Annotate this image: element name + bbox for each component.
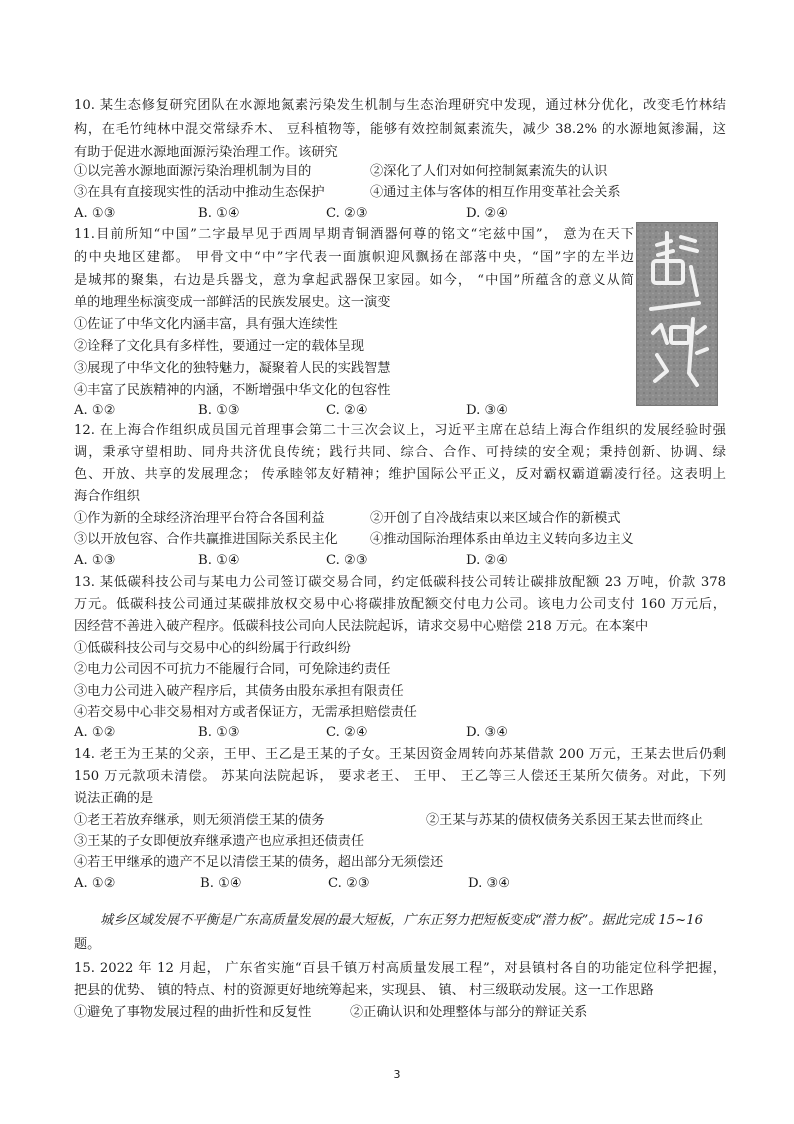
q15-stem-line2: 把县的优势、 镇的特点、村的资源更好地统筹起来，实现县、 镇、 村三级联动发展。这一工作思路 (74, 983, 654, 998)
q13-option-c: C. ②④ (326, 725, 368, 740)
q13-statement-4: ④若交易中心非交易相对方或者保证方，无需承担赔偿责任 (74, 705, 417, 720)
q12-options (74, 551, 594, 571)
q11-statement-2: ②诠释了文化具有多样性，要通过一定的载体呈现 (74, 339, 365, 354)
q14-statements-row1 (74, 811, 703, 831)
q11-option-d: D. ③④ (466, 403, 509, 418)
q13-stem-line1: 13. 某低碳科技公司与某电力公司签订碳交易合同，约定低碳科技公司转让碳排放配额 23 万吨，价款 378 (74, 575, 726, 590)
q14-options (74, 874, 594, 894)
q10-statement-2: ②深化了人们对如何控制氮素流失的认识 (370, 164, 608, 179)
q10-option-c: C. ②③ (326, 206, 368, 221)
page-number: 3 (393, 1068, 401, 1081)
q14-option-c: C. ②③ (328, 876, 370, 891)
q11-option-c: C. ②④ (326, 403, 368, 418)
q13-option-d: D. ③④ (466, 725, 509, 740)
q12-statement-3: ③以开放包容、合作共赢推进国际关系民主化 (74, 532, 338, 547)
q11-stem-line3: 是城邦的聚集，右边是兵器戈，意为拿起武器保卫家园。如今， “中国”所蕴含的意义从简 (74, 273, 634, 288)
q12-statements-row2 (74, 530, 634, 550)
q15-stem-line1: 15. 2022 年 12 月起， 广东省实施“百县千镇万村高质量发展工程”，对县镇村各自的功能定位科学把握， (74, 961, 726, 976)
q10-stem-line3: 有助于促进水源地面源污染治理工作。该研究 (74, 145, 338, 160)
q14-stem-line3: 说法正确的是 (74, 791, 154, 806)
q11-option-a: A. ①② (74, 403, 116, 418)
q10-statements-row1 (74, 162, 607, 182)
inscription-rubbing-svg (637, 223, 717, 405)
q12-option-b: B. ①④ (198, 553, 240, 568)
q10-statement-1: ①以完善水源地面源污染治理机制为目的 (74, 164, 312, 179)
q14-statement-1: ①老王若放弃继承，则无须消偿王某的债务 (74, 813, 325, 828)
q12-option-c: C. ②③ (326, 553, 368, 568)
q12-statement-4: ④推动国际治理体系由单边主义转向多边主义 (370, 532, 634, 547)
q14-statement-2: ②王某与苏某的债权债务关系因王某去世而终止 (426, 813, 703, 828)
q10-stem-line2: 构，在毛竹纯林中混交常绿乔木、 豆科植物等，能够有效控制氮素流失，减少 38.2% 的水源地氮渗漏，这 (74, 122, 726, 137)
q11-option-b: B. ①③ (198, 403, 240, 418)
q14-stem-line2: 150 万元款项未清偿。 苏某向法院起诉， 要求老王、 王甲、 王乙等三人偿还王某所欠债务。对此，下列 (74, 769, 726, 784)
q14-option-b: B. ①④ (200, 876, 242, 891)
q12-stem-line1: 12. 在上海合作组织成员国元首理事会第二十三次会议上，习近平主席在总结上海合作组织的发展经验时强 (74, 423, 726, 438)
q13-statement-1: ①低碳科技公司与交易中心的纠纷属于行政纠纷 (74, 641, 351, 656)
q14-option-d: D. ③④ (468, 876, 511, 891)
q15-statement-1: ①避免了事物发展过程的曲折性和反复性 (74, 1005, 312, 1020)
q12-stem-line3: 色、开放、共享的发展理念； 传承睦邻友好精神；维护国际公平正义，反对霸权霸道霸凌行径。这表明上 (74, 467, 726, 482)
q12-statement-2: ②开创了自冷战结束以来区域合作的新模式 (370, 511, 621, 526)
q10-option-a: A. ①③ (74, 206, 116, 221)
q14-statement-3: ③王某的子女即便放弃继承遗产也应承担还债责任 (74, 834, 365, 849)
q12-stem-line2: 调，秉承守望相助、同舟共济优良传统；践行共同、综合、合作、可持续的安全观；秉持创新、协调、绿 (74, 445, 726, 460)
q14-stem-line1: 14. 老王为王某的父亲，王甲、王乙是王某的子女。王某因资金周转向苏某借款 200 万元，王某去世后仍剩 (74, 747, 726, 762)
q10-stem-line1: 10. 某生态修复研究团队在水源地氮素污染发生机制与生态治理研究中发现，通过林分优化，改变毛竹林结 (74, 98, 726, 113)
q13-option-a: A. ①② (74, 725, 116, 740)
q10-option-d: D. ②④ (466, 206, 509, 221)
q14-statement-4: ④若王甲继承的遗产不足以清偿王某的债务，超出部分无须偿还 (74, 855, 444, 870)
q12-stem-line4: 海合作组织 (74, 489, 140, 504)
q13-statement-2: ②电力公司因不可抗力不能履行合同，可免除违约责任 (74, 662, 391, 677)
q10-option-b: B. ①④ (198, 206, 240, 221)
q13-stem-line3: 因经营不善进入破产程序。低碳科技公司向人民法院起诉，请求交易中心赔偿 218 万元。在本案中 (74, 619, 649, 634)
q15-16-intro-line1: 城乡区域发展不平衡是广东高质量发展的最大短板，广东正努力把短板变成“潜力板”。据此完成 15~16 (100, 913, 703, 928)
q15-16-intro-line2: 题。 (74, 937, 101, 952)
q11-statement-1: ①佐证了中华文化内涵丰富，具有强大连续性 (74, 317, 338, 332)
q11-options (74, 401, 594, 421)
q15-statement-2: ②正确认识和处理整体与部分的辩证关系 (350, 1005, 588, 1020)
q13-statement-3: ③电力公司进入破产程序后，其债务由股东承担有限责任 (74, 684, 404, 699)
q13-option-b: B. ①③ (198, 725, 240, 740)
q10-options (74, 204, 594, 224)
q13-stem-line2: 万元。低碳科技公司通过某碳排放权交易中心将碳排放配额交付电力公司。该电力公司支付 160 万元后， (74, 597, 726, 612)
q11-statement-4: ④丰富了民族精神的内涵，不断增强中华文化的包容性 (74, 383, 391, 398)
q11-stem-line4: 单的地理坐标演变成一部鲜活的民族发展史。这一演变 (74, 295, 391, 310)
q12-statement-1: ①作为新的全球经济治理平台符合各国利益 (74, 511, 325, 526)
q10-statements-row2 (74, 183, 621, 203)
q12-option-a: A. ①③ (74, 553, 116, 568)
q15-statements-row1 (74, 1003, 587, 1023)
q11-stem-line2: 的中央地区建都。 甲骨文中“中”字代表一面旗帜迎风飘扬在部落中央，“国”字的左半边 (74, 250, 634, 265)
q15-16-intro (74, 911, 726, 931)
q11-statement-3: ③展现了中华文化的独特魅力，凝聚着人民的实践智慧 (74, 361, 391, 376)
q12-option-d: D. ②④ (466, 553, 509, 568)
q14-option-a: A. ①② (74, 876, 116, 891)
q12-statements-row1 (74, 509, 621, 529)
q11-stem-line1: 11.目前所知“中国”二字最早见于西周早期青铜酒器何尊的铭文“宅兹中国”， 意为在天下 (74, 227, 634, 242)
q13-options (74, 723, 594, 743)
q10-statement-3: ③在具有直接现实性的活动中推动生态保护 (74, 185, 325, 200)
q10-statement-4: ④通过主体与客体的相互作用变革社会关系 (370, 185, 621, 200)
inscription-rubbing-image (636, 222, 718, 406)
